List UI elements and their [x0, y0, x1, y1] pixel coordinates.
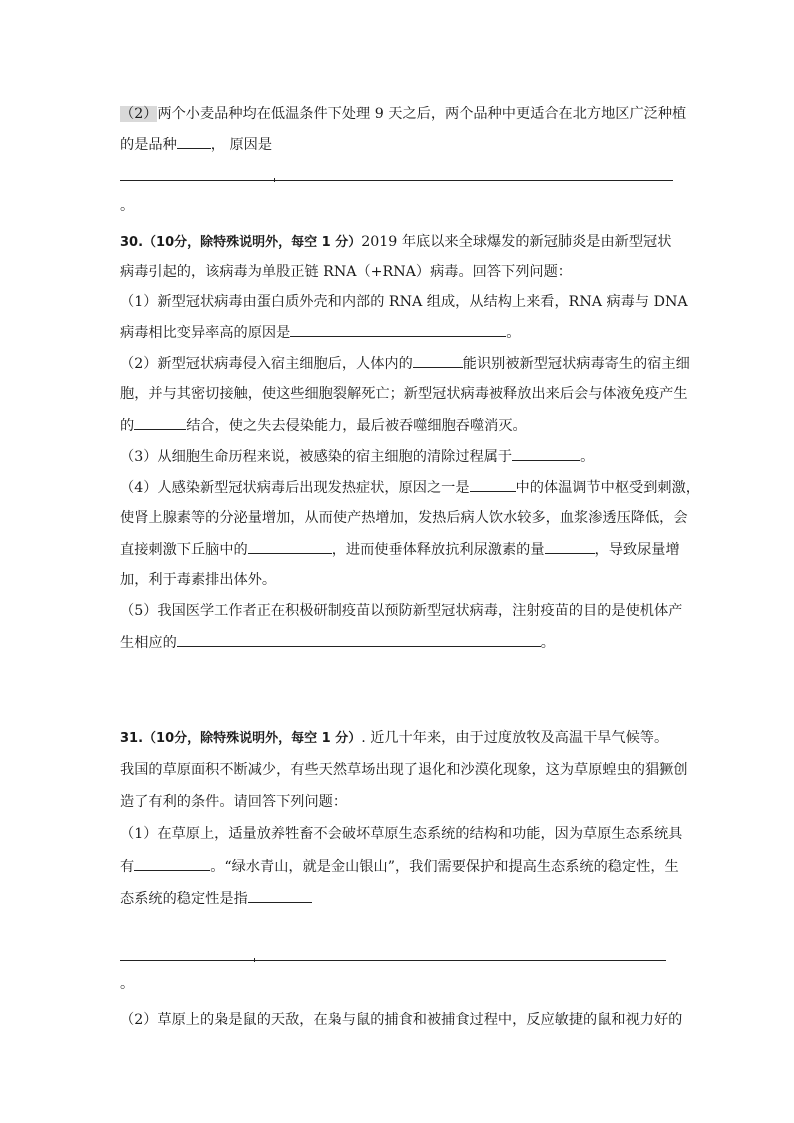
q30-heading: 30.（10分，除特殊说明外，每空 1 分）: [120, 235, 362, 250]
answer-blank[interactable]: [134, 856, 210, 871]
answer-blank[interactable]: [470, 477, 516, 492]
q30-line1: 30.（10分，除特殊说明外，每空 1 分）2019 年底以来全球爆发的新冠肺炎是由新型冠状: [120, 234, 672, 250]
answer-blank[interactable]: [512, 446, 580, 461]
q31-line3: 造了有利的条件。请回答下列问题：: [120, 794, 348, 810]
q30-part4-line2: 使肾上腺素等的分泌量增加，从而使产热增加，发热后病人饮水较多，血浆渗透压降低，会: [120, 510, 688, 526]
q31-part1-line2: 有 。“绿水青山，就是金山银山”，我们需要保护和提高生态系统的稳定性，生: [120, 856, 679, 877]
answer-blank[interactable]: [134, 415, 186, 430]
q30-part3-line1: （3）从细胞生命历程来说，被感染的宿主细胞的清除过程属于 。: [120, 446, 594, 467]
q30-line2: 病毒引起的，该病毒为单股正链 RNA（+RNA）病毒。回答下列问题：: [120, 264, 572, 280]
answer-blank[interactable]: [248, 888, 312, 903]
answer-blank[interactable]: [413, 353, 463, 368]
answer-blank[interactable]: [177, 134, 211, 149]
answer-blank[interactable]: [248, 539, 332, 554]
answer-line[interactable]: [120, 960, 666, 961]
q30-part5-line1: （5）我国医学工作者正在积极研制疫苗以预防新型冠状病毒，注射疫苗的目的是使机体产: [120, 603, 683, 619]
q29-part2-number: （2）: [120, 106, 158, 122]
q30-part4-line3: 直接刺激下丘脑中的 ，进而使垂体释放抗利尿激素的量 ，导致尿量增: [120, 539, 680, 560]
answer-blank[interactable]: [545, 539, 595, 554]
q31-heading: 31.（10分，除特殊说明外，每空 1 分）: [120, 731, 362, 746]
q31-line1: 31.（10分，除特殊说明外，每空 1 分）. 近几十年来，由于过度放牧及高温干旱气候等。: [120, 730, 669, 746]
end-mark: 。: [120, 976, 135, 992]
q30-part1-line1: （1）新型冠状病毒由蛋白质外壳和内部的 RNA 组成，从结构上来看，RNA 病毒与 DNA: [120, 294, 688, 310]
q30-part2-line1: （2）新型冠状病毒侵入宿主细胞后，人体内的 能识别被新型冠状病毒寄生的宿主细: [120, 353, 690, 374]
q30-part5-line2: 生相应的 。: [120, 632, 555, 653]
q31-part1-line3: 态系统的稳定性是指: [120, 888, 312, 909]
q30-part4-line4: 加，利于毒素排出体外。: [120, 572, 277, 588]
q31-line2: 我国的草原面积不断减少，有些天然草场出现了退化和沙漠化现象，这为草原蝗虫的猖獗创: [120, 762, 688, 778]
q30-part4-line1: （4）人感染新型冠状病毒后出现发热症状，原因之一是 中的体温调节中枢受到刺激，: [120, 477, 700, 498]
answer-blank[interactable]: [290, 322, 506, 337]
answer-blank[interactable]: [177, 632, 541, 647]
q29-part2-line1: （2）两个小麦品种均在低温条件下处理 9 天之后，两个品种中更适合在北方地区广泛种植: [120, 106, 687, 122]
q29-part2-line2: 的是品种 ， 原因是: [120, 134, 272, 155]
q31-part2-line1: （2）草原上的枭是鼠的天敌，在枭与鼠的捕食和被捕食过程中，反应敏捷的鼠和视力好的: [120, 1012, 683, 1028]
q31-part1-line1: （1）在草原上，适量放养牲畜不会破坏草原生态系统的结构和功能，因为草原生态系统具: [120, 826, 683, 842]
end-mark: 。: [120, 198, 135, 214]
answer-line[interactable]: [120, 180, 673, 181]
q30-part2-line3: 的 结合，使之失去侵染能力，最后被吞噬细胞吞噬消灭。: [120, 415, 527, 436]
q30-part1-line2: 病毒相比变异率高的原因是 。: [120, 322, 520, 343]
q30-part2-line2: 胞，并与其密切接触，使这些细胞裂解死亡；新型冠状病毒被释放出来后会与体液免疫产生: [120, 386, 688, 402]
